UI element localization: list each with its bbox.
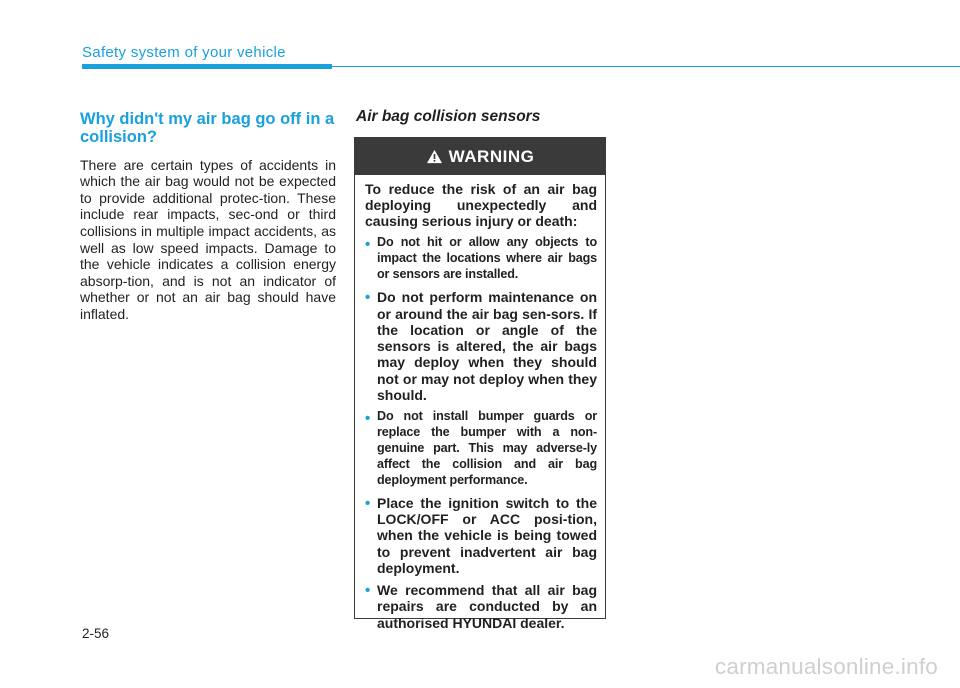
warning-header xyxy=(355,138,605,175)
warning-triangle-icon xyxy=(426,149,443,164)
left-heading: Why didn't my air bag go off in a collision? xyxy=(80,110,335,147)
right-heading: Air bag collision sensors xyxy=(356,108,541,125)
header-rule-thick xyxy=(82,64,332,69)
bullet-dot-icon: • xyxy=(365,236,371,254)
bullet-text: Place the ignition switch to the LOCK/OFF or ACC posi-tion, when the vehicle is being towed to prevent inadvertent air bag deployment. xyxy=(377,494,597,576)
list-item xyxy=(365,409,597,489)
warning-intro: To reduce the risk of an air bag deploying unexpectedly and causing serious injury or death: xyxy=(365,181,597,229)
bullet-text: Do not perform maintenance on or around the air bag sen-sors. If the location or angle of the sensors is altered, the air bags may deploy when they should not or may not deploy when they should. xyxy=(377,289,597,403)
bullet-text: Do not hit or allow any objects to impact the locations where air bags or sensors are installed. xyxy=(377,235,597,282)
warning-bullet-list xyxy=(365,235,597,630)
bullet-text: We recommend that all air bag repairs are conducted by an authorised HYUNDAI dealer. xyxy=(377,582,597,631)
list-item xyxy=(365,289,597,403)
page-number: 2-56 xyxy=(82,626,110,641)
bullet-dot-icon: • xyxy=(365,410,371,428)
list-item xyxy=(365,582,597,631)
warning-content xyxy=(355,175,605,631)
list-item xyxy=(365,495,597,576)
left-column xyxy=(80,110,336,322)
bullet-text: Do not install bumper guards or replace the bumper with a non-genuine part. This may adverse-ly affect the collision and air bag deployment performance. xyxy=(377,409,597,487)
warning-box xyxy=(354,137,606,631)
watermark: carmanualsonline.info xyxy=(714,654,938,679)
section-title: Safety system of your vehicle xyxy=(82,44,286,61)
header-rule-thin xyxy=(332,66,960,67)
bullet-dot-icon: • xyxy=(365,494,371,512)
bullet-dot-icon: • xyxy=(365,582,371,600)
warning-title: WARNING xyxy=(448,146,535,166)
list-item xyxy=(365,235,597,283)
bullet-dot-icon: • xyxy=(365,289,371,307)
left-body-text: There are certain types of accidents in which the air bag would not be expected to provide additional protec-tion. These include rear impacts, sec-ond or third collisions in multiple impact accidents, as well as low speed impacts. Damage to the vehicle indicates a collision energy absorp-tion, and is not an indicator of whether or not an air bag should have inflated. xyxy=(80,156,336,322)
